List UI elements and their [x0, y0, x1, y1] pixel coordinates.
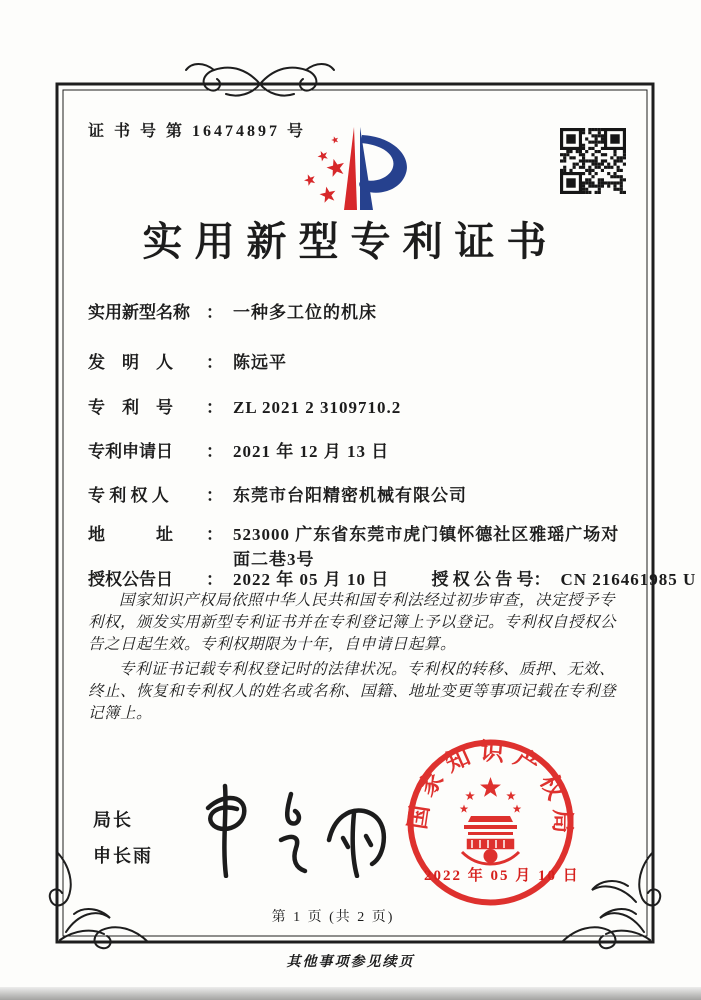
- continuation-note: 其他事项参见续页: [286, 955, 415, 970]
- field-label: 实用新型名称: [88, 303, 190, 322]
- certificate-title: 实用新型专利证书: [142, 219, 559, 264]
- field-value: 523000 广东省东莞市虎门镇怀德社区雅瑶广场对面二巷3号: [233, 525, 620, 569]
- field-label: 授 权 公 告 号: [431, 570, 534, 589]
- field-value: 一种多工位的机床: [233, 303, 377, 322]
- border-ornament-top: [186, 64, 334, 96]
- field-grant-number: 授 权 公 告 号： CN 216461985 U: [431, 570, 697, 589]
- field-value: 2021 年 12 月 13 日: [233, 442, 390, 461]
- cnipa-logo-icon: [292, 118, 424, 213]
- official-seal-icon: [398, 730, 583, 915]
- field-address: 地 址 ： 523000 广东省东莞市虎门镇怀德社区雅瑶广场对面二巷3号: [88, 520, 633, 570]
- signer-name: 申长雨: [93, 846, 153, 866]
- field-patentee: 专 利 权 人 ： 东莞市台阳精密机械有限公司: [88, 481, 467, 506]
- field-grant-row: [88, 565, 696, 590]
- field-label: 发 明 人: [88, 353, 173, 372]
- seal-ring-text: 国家知识产权局: [405, 739, 575, 842]
- field-label: 专 利 权 人: [88, 486, 169, 505]
- signer-title: 局长: [93, 810, 133, 830]
- handwritten-signature: [195, 778, 395, 878]
- field-value: CN 216461985 U: [560, 570, 697, 589]
- certificate-number: 证 书 号 第 16474897 号: [88, 123, 307, 140]
- qr-code-icon: [560, 128, 626, 194]
- field-patent-number: 专 利 号 ： ZL 2021 2 3109710.2: [88, 393, 401, 418]
- legal-paragraph-2: 专利证书记载专利权登记时的法律状况。专利权的转移、质押、无效、终止、恢复和专利权人的姓名或名称、国籍、地址变更等事项记载在专利登记簿上。: [88, 661, 617, 722]
- field-utility-model-name: 实用新型名称 ： 一种多工位的机床: [88, 298, 377, 323]
- page-number: 第 1 页 (共 2 页): [271, 910, 395, 925]
- field-value: 2022 年 05 月 10 日: [233, 570, 390, 589]
- field-label: 授权公告日: [88, 570, 173, 589]
- field-inventor: 发 明 人 ： 陈远平: [88, 348, 287, 373]
- legal-paragraph-1: 国家知识产权局依照中华人民共和国专利法经过初步审查，决定授予专利权，颁发实用新型专利证书并在专利登记簿上予以登记。专利权自授权公告之日起生效。专利权期限为十年，自申请日起算。: [88, 592, 617, 653]
- field-label: 专利申请日: [88, 442, 173, 461]
- field-value: 东莞市台阳精密机械有限公司: [233, 486, 467, 505]
- scan-edge: [0, 987, 701, 1000]
- legal-text: [88, 590, 616, 728]
- national-emblem-icon: [460, 777, 522, 864]
- field-value: ZL 2021 2 3109710.2: [233, 398, 402, 417]
- field-application-date: 专利申请日 ： 2021 年 12 月 13 日: [88, 437, 389, 462]
- seal-date: 2022 年 05 月 10 日: [424, 868, 580, 884]
- field-label: 专 利 号: [88, 398, 173, 417]
- field-grant-date: 授权公告日 ： 2022 年 05 月 10 日: [88, 570, 389, 589]
- field-value: 陈远平: [233, 353, 287, 372]
- field-label: 地 址: [88, 525, 173, 544]
